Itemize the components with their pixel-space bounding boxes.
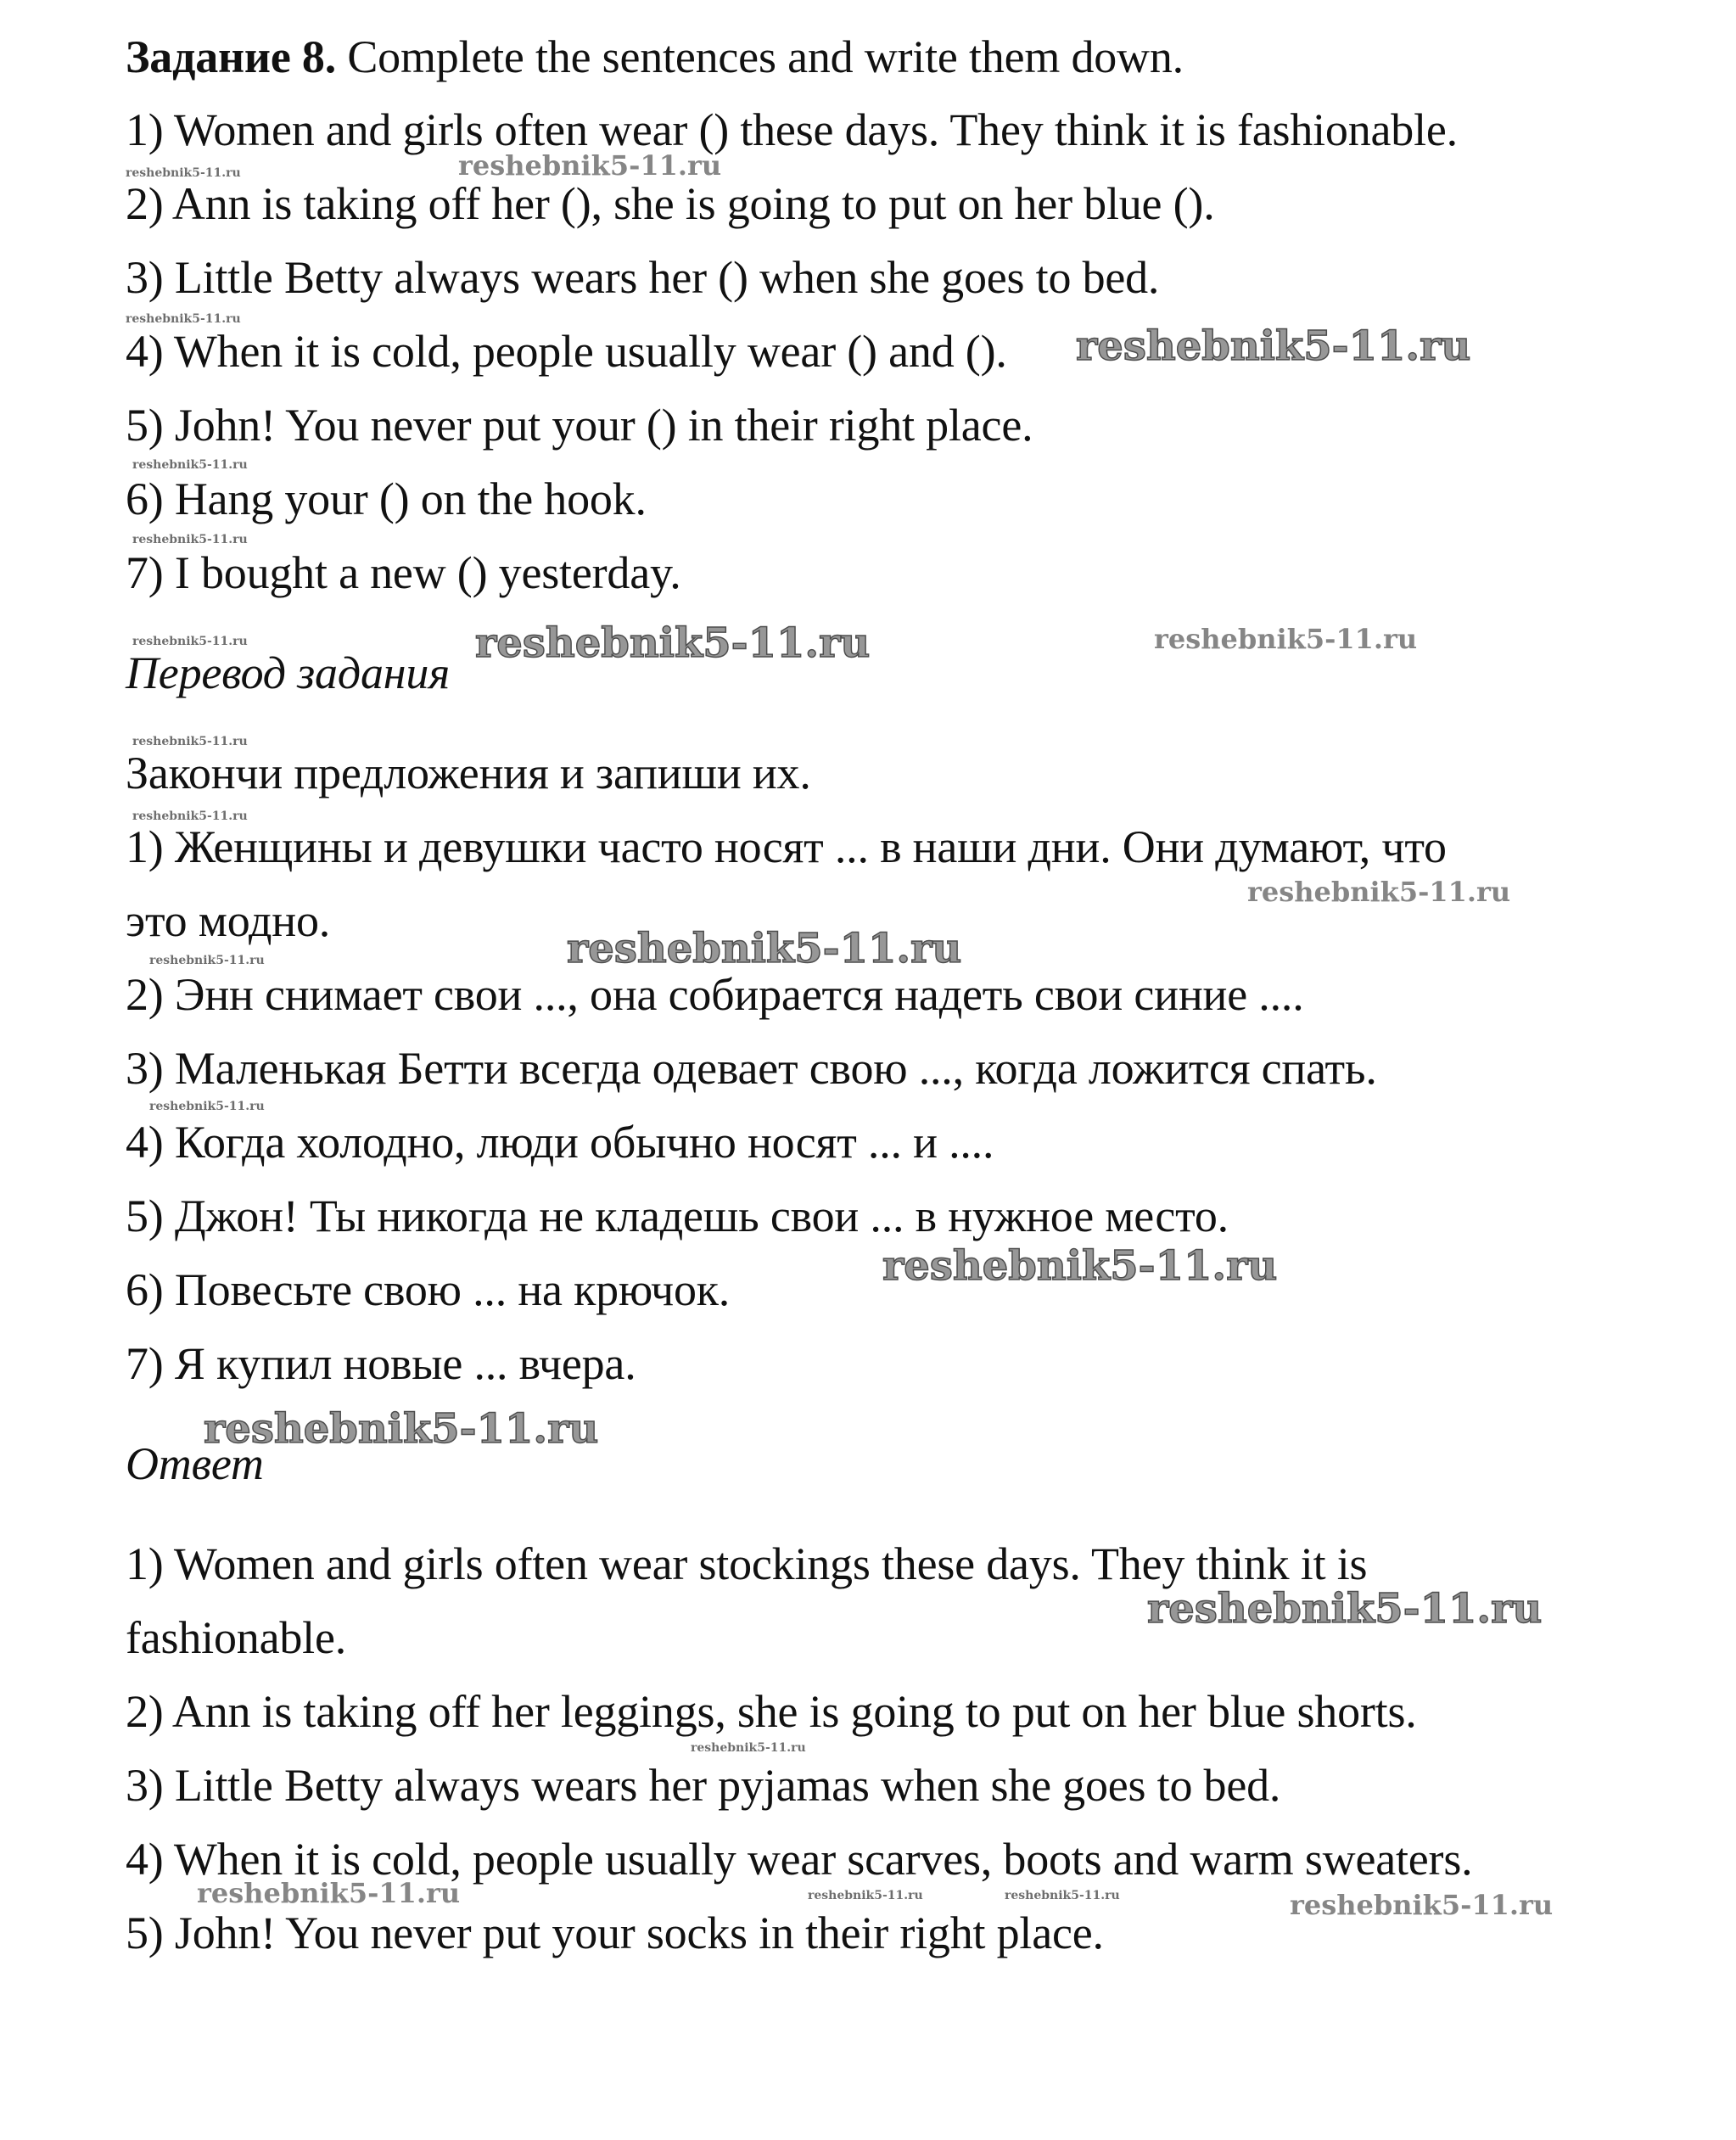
answer-line: 3) Little Betty always wears her pyjamas when she goes to bed. (126, 1760, 1281, 1811)
watermark: reshebnik5-11.ru (1154, 623, 1418, 655)
watermark: reshebnik5-11.ru (1247, 876, 1511, 908)
translation-instruction: Закончи предложения и запиши их. (126, 748, 811, 798)
watermark: reshebnik5-11.ru (126, 312, 241, 326)
watermark: reshebnik5-11.ru (149, 954, 265, 967)
watermark: reshebnik5-11.ru (149, 1100, 265, 1113)
watermark: reshebnik5-11.ru (1005, 1889, 1120, 1902)
task-sentence: 6) Hang your () on the hook. (126, 473, 647, 524)
answer-heading: Ответ (126, 1438, 264, 1489)
watermark: reshebnik5-11.ru (132, 533, 248, 546)
task-heading-line (126, 31, 1184, 83)
watermark: reshebnik5-11.ru (882, 1242, 1278, 1290)
watermark: reshebnik5-11.ru (1076, 322, 1471, 370)
translation-line: 5) Джон! Ты никогда не кладешь свои ... в нужное место. (126, 1190, 1229, 1241)
watermark: reshebnik5-11.ru (132, 810, 248, 823)
translation-line: 2) Энн снимает свои ..., она собирается надеть свои синие .... (126, 969, 1304, 1020)
watermark: reshebnik5-11.ru (475, 619, 871, 667)
answer-line: 2) Ann is taking off her leggings, she is going to put on her blue shorts. (126, 1686, 1417, 1737)
translation-line: 4) Когда холодно, люди обычно носят ... и .... (126, 1117, 994, 1168)
watermark: reshebnik5-11.ru (808, 1889, 923, 1902)
answer-line: fashionable. (126, 1612, 347, 1663)
task-sentence: 5) John! You never put your () in their right place. (126, 400, 1033, 451)
task-sentence: 1) Women and girls often wear () these days. They think it is fashionable. (126, 104, 1458, 155)
watermark: reshebnik5-11.ru (567, 925, 962, 972)
task-sentence: 3) Little Betty always wears her () when she goes to bed. (126, 252, 1160, 303)
task-instruction: Complete the sentences and write them down. (347, 31, 1184, 82)
task-sentence: 2) Ann is taking off her (), she is going to put on her blue (). (126, 178, 1215, 229)
task-sentence: 4) When it is cold, people usually wear () and (). (126, 326, 1007, 377)
translation-line: 6) Повесьте свою ... на крючок. (126, 1264, 731, 1315)
watermark: reshebnik5-11.ru (1147, 1585, 1543, 1633)
watermark: reshebnik5-11.ru (204, 1405, 599, 1453)
watermark: reshebnik5-11.ru (691, 1741, 806, 1755)
translation-line: это модно. (126, 895, 331, 946)
translation-line: 7) Я купил новые ... вчера. (126, 1338, 636, 1389)
watermark: reshebnik5-11.ru (126, 166, 241, 180)
answer-line: 1) Women and girls often wear stockings these days. They think it is (126, 1538, 1368, 1589)
translation-heading: Перевод задания (126, 647, 451, 698)
watermark: reshebnik5-11.ru (132, 735, 248, 748)
watermark: reshebnik5-11.ru (458, 149, 722, 182)
watermark: reshebnik5-11.ru (1290, 1889, 1554, 1921)
translation-line: 3) Маленькая Бетти всегда одевает свою ..., когда ложится спать. (126, 1043, 1377, 1094)
task-heading: Задание 8. (126, 31, 337, 82)
translation-line: 1) Женщины и девушки часто носят ... в наши дни. Они думают, что (126, 821, 1447, 872)
task-sentence: 7) I bought a new () yesterday. (126, 547, 681, 598)
watermark: reshebnik5-11.ru (132, 458, 248, 472)
watermark: reshebnik5-11.ru (197, 1877, 461, 1909)
watermark: reshebnik5-11.ru (132, 635, 248, 648)
answer-line: 4) When it is cold, people usually wear scarves, boots and warm sweaters. (126, 1834, 1473, 1885)
answer-line: 5) John! You never put your socks in their right place. (126, 1908, 1104, 1958)
